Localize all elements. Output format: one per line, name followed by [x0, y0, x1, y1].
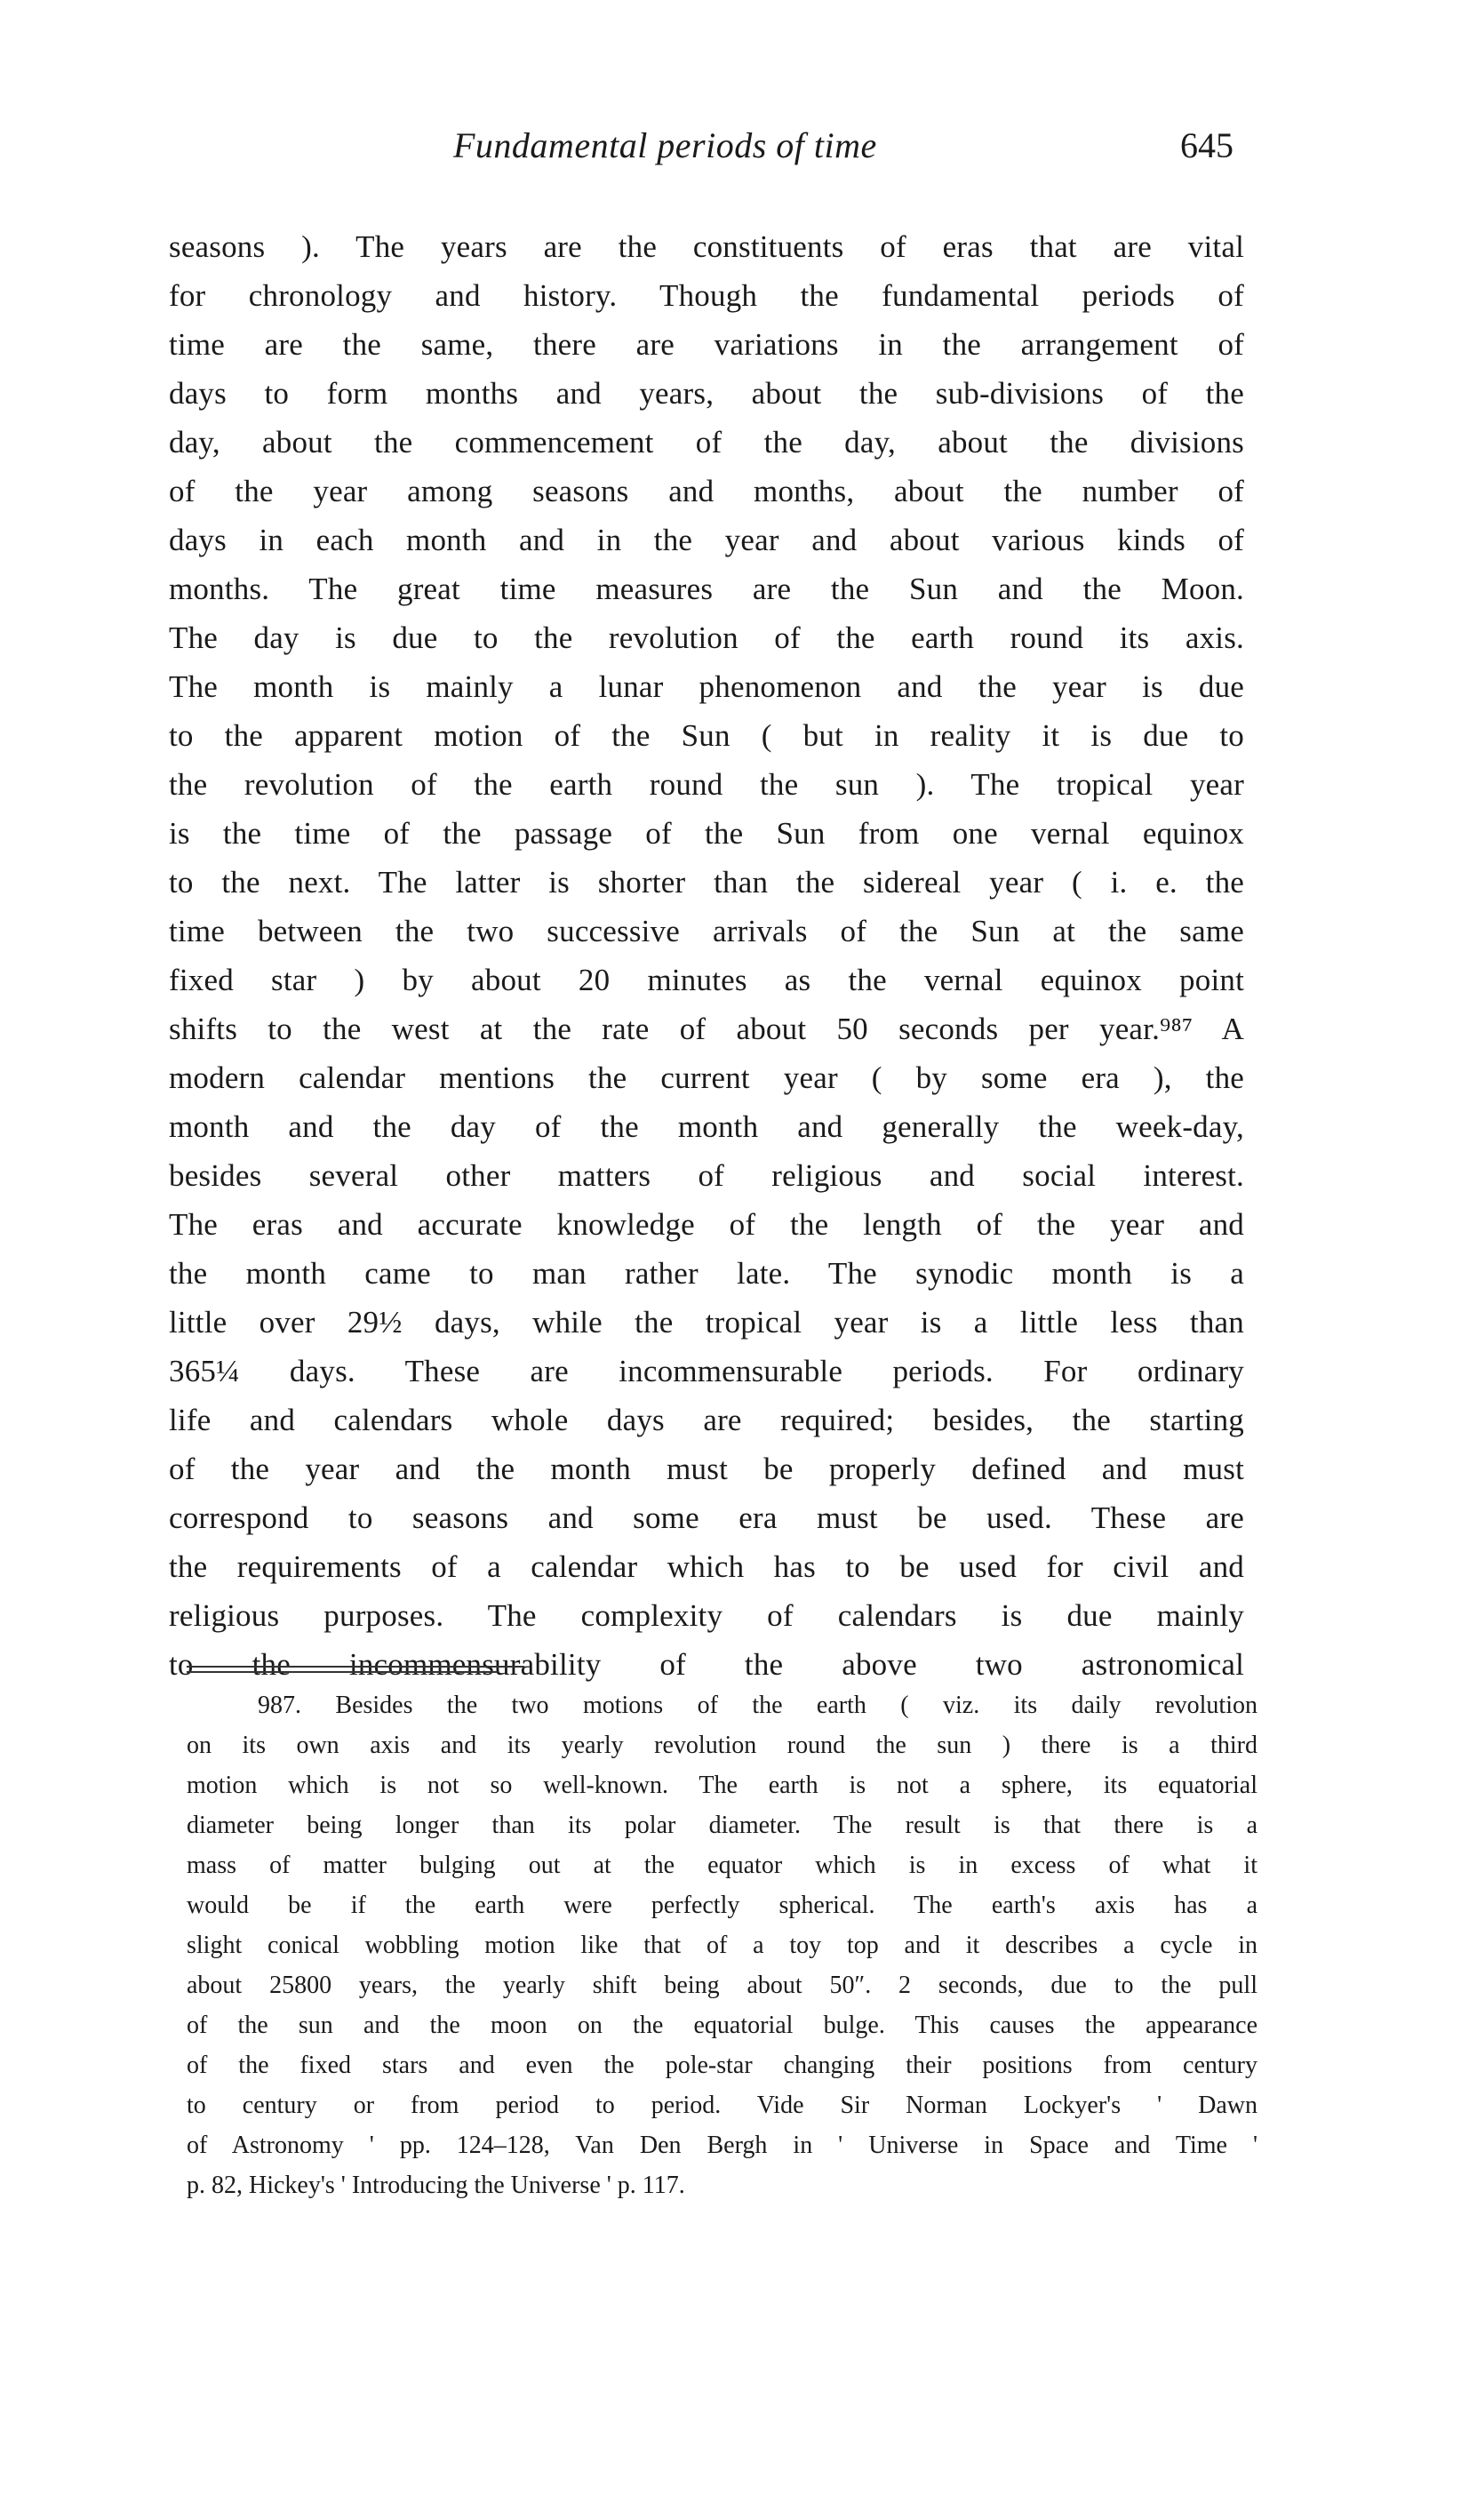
footnote-line: diameter being longer than its polar diameter. The result is that there is a	[187, 1812, 1257, 1839]
separator-rule	[187, 1666, 524, 1668]
body-line: fixed star ) by about 20 minutes as the vernal equinox point	[169, 963, 1244, 997]
body-line: day, about the commencement of the day, about the divisions	[169, 425, 1244, 460]
page-number: 645	[1180, 125, 1233, 165]
body-line: correspond to seasons and some era must be used. These are	[169, 1500, 1244, 1535]
footnote-line: of the sun and the moon on the equatorial bulge. This causes the appearance	[187, 2012, 1257, 2039]
body-line: seasons ). The years are the constituents of eras that are vital	[169, 229, 1244, 264]
body-line: of the year and the month must be properly defined and must	[169, 1452, 1244, 1486]
footnote-separator	[187, 1666, 524, 1678]
body-line: The month is mainly a lunar phenomenon and the year is due	[169, 669, 1244, 704]
body-line: month and the day of the month and generally the week-day,	[169, 1109, 1244, 1144]
body-line: of the year among seasons and months, about the number of	[169, 474, 1244, 508]
footnote-line: about 25800 years, the yearly shift being about 50″. 2 seconds, due to the pull	[187, 1972, 1257, 1999]
body-line: the revolution of the earth round the sun ). The tropical year	[169, 767, 1244, 802]
running-head-title: Fundamental periods of time	[453, 125, 877, 165]
body-line: religious purposes. The complexity of calendars is due mainly	[169, 1598, 1244, 1633]
body-line: life and calendars whole days are required; besides, the starting	[169, 1403, 1244, 1437]
running-head	[0, 124, 1469, 178]
body-line: little over 29½ days, while the tropical year is a little less than	[169, 1305, 1244, 1340]
footnote	[187, 1685, 1257, 2205]
footnote-line: of Astronomy ' pp. 124–128, Van Den Bergh in ' Universe in Space and Time '	[187, 2132, 1257, 2159]
body-line: The eras and accurate knowledge of the length of the year and	[169, 1207, 1244, 1242]
body-line: is the time of the passage of the Sun from one vernal equinox	[169, 816, 1244, 851]
body-line: the requirements of a calendar which has to be used for civil and	[169, 1549, 1244, 1584]
footnote-line: to century or from period to period. Vide Sir Norman Lockyer's ' Dawn	[187, 2092, 1257, 2119]
footnote-line: 987. Besides the two motions of the earth ( viz. its daily revolution	[258, 1692, 1257, 1719]
body-line: shifts to the west at the rate of about 50 seconds per year.⁹⁸⁷ A	[169, 1012, 1244, 1046]
body-line: 365¼ days. These are incommensurable periods. For ordinary	[169, 1354, 1244, 1388]
body-text	[169, 222, 1244, 1689]
body-line: to the incommensurability of the above two astronomical	[169, 1647, 1244, 1682]
footnote-line: of the fixed stars and even the pole-star changing their positions from century	[187, 2052, 1257, 2079]
body-line: time are the same, there are variations in the arrangement of	[169, 327, 1244, 362]
body-line: The day is due to the revolution of the earth round its axis.	[169, 620, 1244, 655]
body-line: time between the two successive arrivals of the Sun at the same	[169, 914, 1244, 948]
body-line: months. The great time measures are the Sun and the Moon.	[169, 572, 1244, 606]
body-line: days to form months and years, about the sub-divisions of the	[169, 376, 1244, 411]
footnote-line: p. 82, Hickey's ' Introducing the Universe ' p. 117.	[187, 2172, 685, 2199]
body-line: modern calendar mentions the current year ( by some era ), the	[169, 1060, 1244, 1095]
footnote-line: slight conical wobbling motion like that of a toy top and it describes a cycle in	[187, 1932, 1257, 1959]
body-line: the month came to man rather late. The synodic month is a	[169, 1256, 1244, 1291]
body-line: to the apparent motion of the Sun ( but in reality it is due to	[169, 718, 1244, 753]
footnote-line: on its own axis and its yearly revolution round the sun ) there is a third	[187, 1732, 1257, 1759]
body-line: days in each month and in the year and about various kinds of	[169, 523, 1244, 557]
body-line: besides several other matters of religious and social interest.	[169, 1158, 1244, 1193]
footnote-line: would be if the earth were perfectly spherical. The earth's axis has a	[187, 1892, 1257, 1919]
separator-rule	[187, 1671, 498, 1673]
body-line: to the next. The latter is shorter than the sidereal year ( i. e. the	[169, 865, 1244, 900]
footnote-line: mass of matter bulging out at the equator which is in excess of what it	[187, 1852, 1257, 1879]
footnote-line: motion which is not so well-known. The earth is not a sphere, its equatorial	[187, 1772, 1257, 1799]
body-line: for chronology and history. Though the fundamental periods of	[169, 278, 1244, 313]
